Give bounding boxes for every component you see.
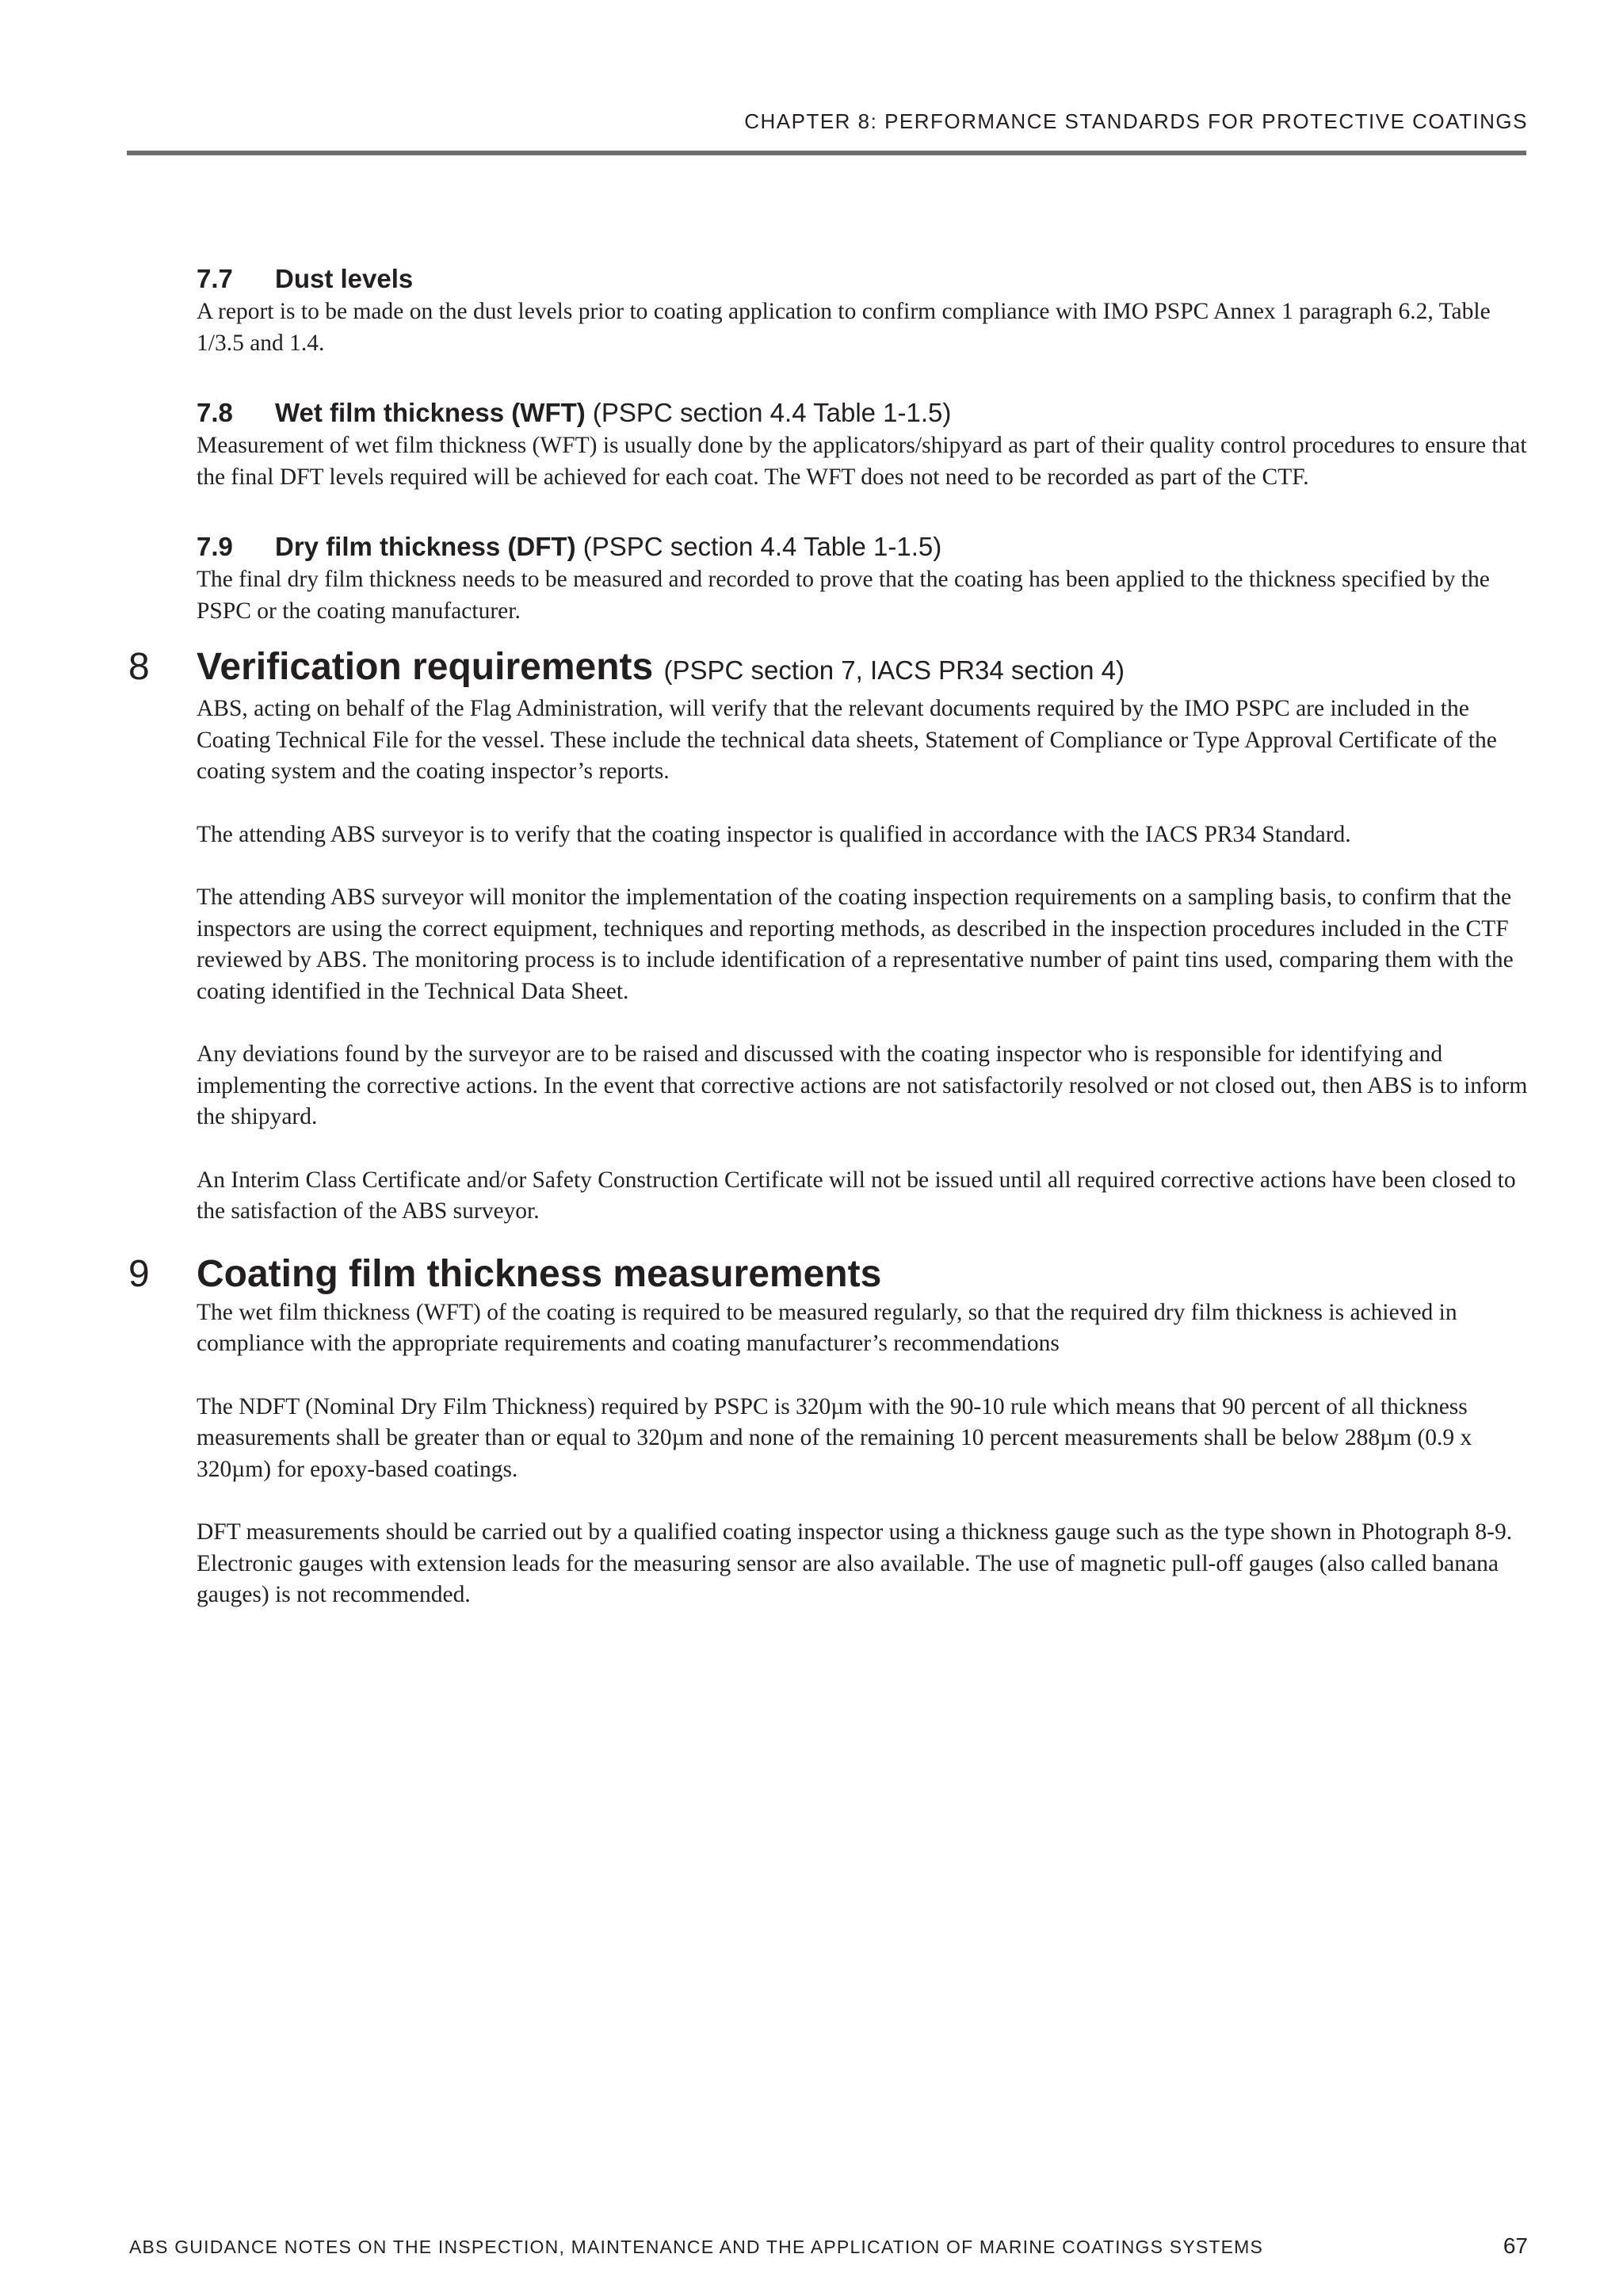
subsection-title: Wet film thickness (WFT)	[275, 398, 586, 427]
subsection-number: 7.8	[197, 398, 233, 427]
subsection-7-9	[197, 529, 1529, 627]
subsection-heading	[197, 395, 1529, 430]
section-number: 9	[128, 1252, 150, 1295]
header-rule	[127, 151, 1526, 155]
subsection-reference: (PSPC section 4.4 Table 1-1.5)	[582, 532, 942, 561]
paragraph: The attending ABS surveyor is to verify that the coating inspector is qualified in accordance with the IACS PR34 Standard.	[197, 821, 1351, 847]
section-9	[127, 1251, 1529, 1611]
paragraph: Any deviations found by the surveyor are to be raised and discussed with the coating inspector who is responsible for identifying and implementing the corrective actions. In the event that corrective actions are not satisfactorily resolved or not closed out, then ABS is to inform the shipyard.	[197, 1041, 1528, 1129]
section-number: 8	[128, 646, 150, 688]
section-reference: (PSPC section 7, IACS PR34 section 4)	[663, 655, 1125, 685]
subsection-7-7	[197, 262, 1529, 359]
section-title: Coating film thickness measurements	[197, 1252, 882, 1295]
subsection-heading	[197, 262, 1529, 296]
subsection-heading	[197, 529, 1529, 564]
section-8	[127, 644, 1529, 1228]
paragraph: DFT measurements should be carried out by a qualified coating inspector using a thickness gauge such as the type shown in Photograph 8-9. Electronic gauges with extension leads for the measuring sensor are also available. The use of magnetic pull-off gauges (also called banana gauges) is not recommended.	[197, 1519, 1513, 1607]
running-footer: ABS GUIDANCE NOTES ON THE INSPECTION, MAINTENANCE AND THE APPLICATION OF MARINE COATINGS SYSTEMS	[129, 2237, 1264, 2257]
paragraph: The NDFT (Nominal Dry Film Thickness) required by PSPC is 320µm with the 90-10 rule which means that 90 percent of all thickness measurements shall be greater than or equal to 320µm and none of the remaining 10 percent measurements shall be below 288µm (0.9 x 320µm) for epoxy-based coatings.	[197, 1393, 1472, 1482]
running-header: CHAPTER 8: PERFORMANCE STANDARDS FOR PROTECTIVE COATINGS	[744, 109, 1528, 133]
paragraph: The wet film thickness (WFT) of the coating is required to be measured regularly, so that the required dry film thickness is achieved in compliance with the appropriate requirements and coating manufacturer’s recommendations	[197, 1299, 1457, 1356]
section-heading	[127, 1251, 1529, 1297]
section-heading	[127, 644, 1529, 693]
paragraph: Measurement of wet film thickness (WFT) is usually done by the applicators/shipyard as part of their quality control procedures to ensure that the final DFT levels required will be achieved for each coat. The WFT does not need to be recorded as part of the CTF.	[197, 433, 1527, 490]
page-number: 67	[1503, 2233, 1528, 2258]
paragraph: ABS, acting on behalf of the Flag Administration, will verify that the relevant documents required by the IMO PSPC are included in the Coating Technical File for the vessel. These include the technical data sheets, Statement of Compliance or Type Approval Certificate of the coating system and the coating inspector’s reports.	[197, 696, 1497, 784]
paragraph: A report is to be made on the dust levels prior to coating application to confirm compliance with IMO PSPC Annex 1 paragraph 6.2, Table 1/3.5 and 1.4.	[197, 299, 1491, 356]
subsection-number: 7.9	[197, 532, 233, 561]
section-title: Verification requirements	[197, 646, 654, 688]
subsection-title: Dust levels	[275, 264, 414, 293]
subsection-title: Dry film thickness (DFT)	[275, 532, 576, 561]
page-content	[127, 262, 1529, 1611]
subsection-reference: (PSPC section 4.4 Table 1-1.5)	[592, 398, 952, 427]
subsection-7-8	[197, 395, 1529, 493]
paragraph: An Interim Class Certificate and/or Safety Construction Certificate will not be issued until all required corrective actions have been closed to the satisfaction of the ABS surveyor.	[197, 1167, 1516, 1224]
paragraph: The attending ABS surveyor will monitor the implementation of the coating inspection requirements on a sampling basis, to confirm that the inspectors are using the correct equipment, techniques and reporting methods, as described in the inspection procedures included in the CTF reviewed by ABS. The monitoring process is to include identification of a representative number of paint tins used, comparing them with the coating identified in the Technical Data Sheet.	[197, 884, 1514, 1004]
paragraph: The final dry film thickness needs to be measured and recorded to prove that the coating has been applied to the thickness specified by the PSPC or the coating manufacturer.	[197, 567, 1490, 624]
subsection-number: 7.7	[197, 264, 233, 293]
